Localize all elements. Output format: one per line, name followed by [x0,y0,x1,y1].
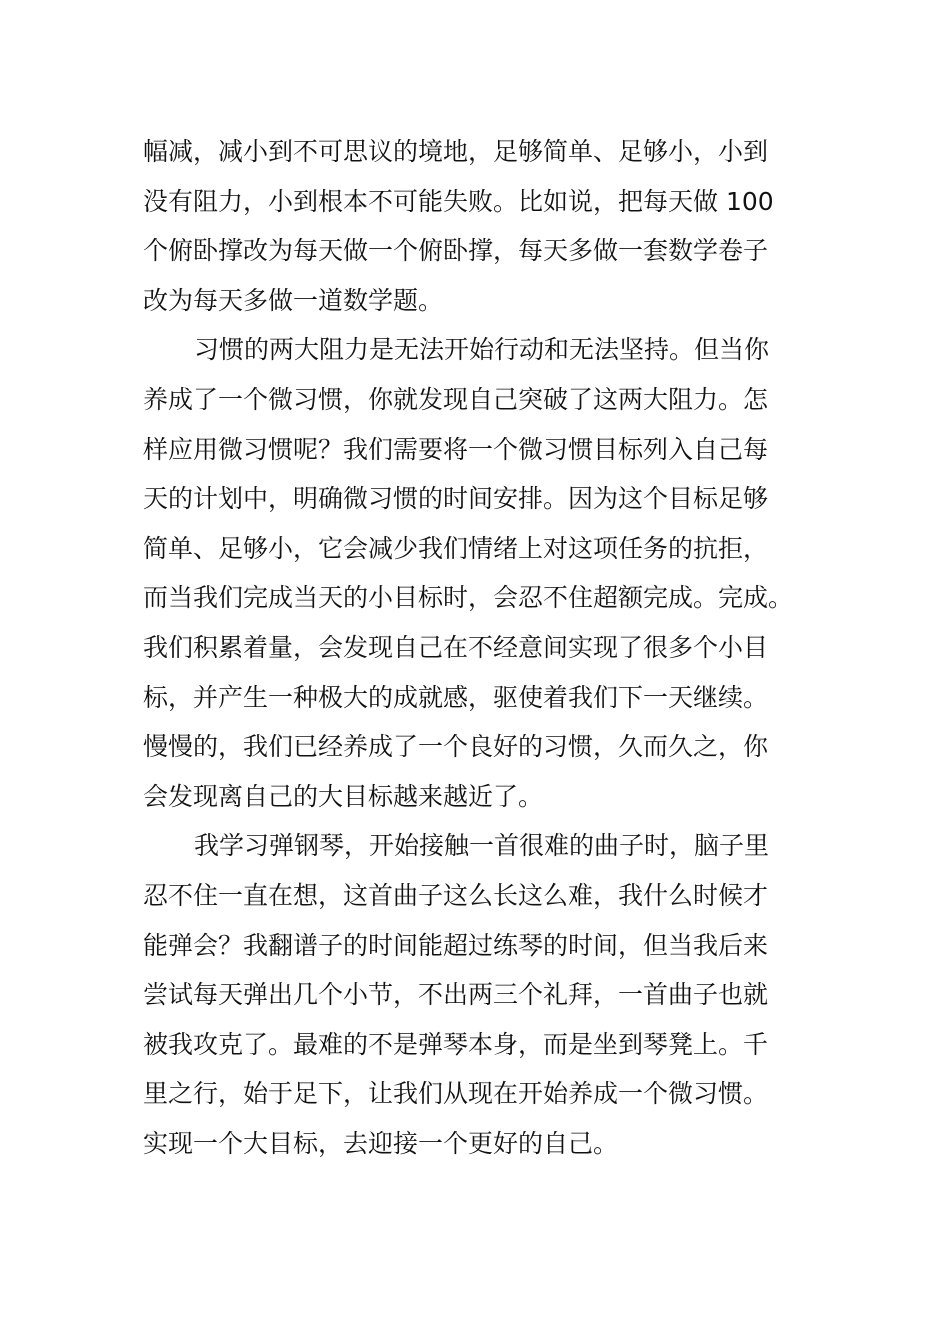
text-line: 能弹会？我翻谱子的时间能超过练琴的时间，但当我后来 [143,930,769,960]
text-line: 里之行，始于足下，让我们从现在开始养成一个微习惯。 [143,1079,769,1109]
text-line: 而当我们完成当天的小目标时，会忍不住超额完成。完成。 [143,583,794,613]
text-line: 慢慢的，我们已经养成了一个良好的习惯，久而久之，你 [143,732,769,762]
text-line: 简单、足够小，它会减少我们情绪上对这项任务的抗拒， [143,533,769,563]
text-line: 天的计划中，明确微习惯的时间安排。因为这个目标足够 [143,484,769,514]
paragraph-first-line: 我学习弹钢琴，开始接触一首很难的曲子时，脑子里 [194,831,770,861]
text-line: 养成了一个微习惯，你就发现自己突破了这两大阻力。怎 [143,384,769,414]
text-line: 样应用微习惯呢？我们需要将一个微习惯目标列入自己每 [143,434,769,464]
text-line: 实现一个大目标，去迎接一个更好的自己。 [143,1128,619,1158]
paragraph-first-line: 习惯的两大阻力是无法开始行动和无法坚持。但当你 [194,335,770,365]
text-line: 尝试每天弹出几个小节，不出两三个礼拜，一首曲子也就 [143,980,769,1010]
text-line: 忍不住一直在想，这首曲子这么长这么难，我什么时候才 [143,880,769,910]
text-line: 没有阻力，小到根本不可能失败。比如说，把每天做 100 [143,186,774,216]
text-line: 会发现离自己的大目标越来越近了。 [143,781,544,811]
text-line: 我们积累着量，会发现自己在不经意间实现了很多个小目 [143,632,769,662]
text-line: 改为每天多做一道数学题。 [143,285,444,315]
text-line: 幅减，减小到不可思议的境地，足够简单、足够小，小到 [143,137,769,166]
text-line: 标，并产生一种极大的成就感，驱使着我们下一天继续。 [143,682,769,712]
text-line: 被我攻克了。最难的不是弹琴本身，而是坐到琴凳上。千 [143,1029,769,1059]
text-line: 个俯卧撑改为每天做一个俯卧撑，每天多做一套数学卷子 [143,236,769,266]
body-text [143,127,793,1168]
